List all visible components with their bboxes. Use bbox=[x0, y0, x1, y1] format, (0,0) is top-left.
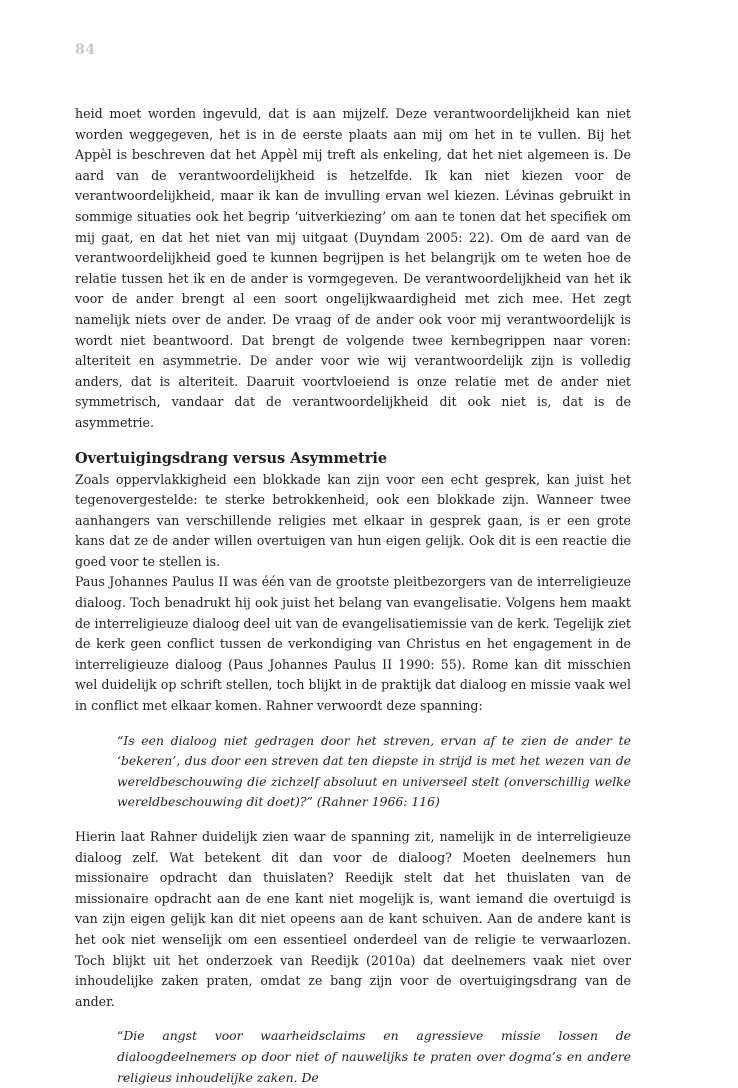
paragraph-reedijk: Hierin laat Rahner duidelijk zien waar de spanning zit, namelijk in de interreligieuze dialoog zelf. Wat betekent dit dan voor de dialoog? Moeten deelnemers hun missionaire opdracht dan thuislaten? Reedijk stelt dat het thuislaten van de missionaire opdracht aan de ene kant niet mogelijk is, want iemand die overtuigd is van zijn eigen gelijk kan dit niet opeens aan de kant schuiven. Aan de andere kant is het ook niet wenselijk om een essentieel onderdeel van de religie te verwaarlozen. Toch blijkt uit het onderzoek van Reedijk (2010a) dat deelnemers vaak niet over inhoudelijke zaken praten, omdat ze bang zijn voor de overtuigingsdrang van de ander. bbox=[75, 829, 631, 1009]
page-number: 84 bbox=[75, 42, 96, 58]
block-quote-reedijk: “Die angst voor waarheidsclaims en agressieve missie lossen de dialoogdeelnemers op door niet of nauwelijks te praten over dogma’s en andere religieus inhoudelijke zaken. De bbox=[117, 1028, 631, 1085]
block-quote-rahner: “Is een dialoog niet gedragen door het streven, ervan af te zien de ander te ‘bekeren’, dus door een streven dat ten diepste in strijd is met het wezen van de wereldbeschouwing die zichzelf absoluut en universeel stelt (onverschillig welke wereldbeschouwing dit doet)?” (Rahner 1966: 116) bbox=[117, 732, 631, 810]
paragraph-overtuiging: Zoals oppervlakkigheid een blokkade kan zijn voor een echt gesprek, kan juist het tegenovergestelde: te sterke betrokkenheid, ook een blokkade zijn. Wanneer twee aanhangers van verschillende religies met elkaar in gesprek gaan, is er een grote kans dat ze de ander willen overtuigen van hun eigen gelijk. Ook dit is een reactie die goed voor te stellen is. bbox=[75, 471, 631, 569]
page-body bbox=[75, 104, 631, 1088]
section-heading: Overtuigingsdrang versus Asymmetrie bbox=[75, 449, 388, 467]
paragraph-paus: Paus Johannes Paulus II was één van de grootste pleitbezorgers van de interreligieuze dialoog. Toch benadrukt hij ook juist het belang van evangelisatie. Volgens hem maakt de interreligieuze dialoog deel uit van de evangelisatiemissie van de kerk. Tegelijk ziet de kerk geen conflict tussen de verkondiging van Christus en het engagement in de interreligieuze dialoog (Paus Johannes Paulus II 1990: 55). Rome kan dit misschien wel duidelijk op schrift stellen, toch blijkt in de praktijk dat dialoog en missie vaak wel in conflict met elkaar komen. Rahner verwoordt deze spanning: bbox=[75, 574, 631, 714]
paragraph-responsibility: heid moet worden ingevuld, dat is aan mijzelf. Deze verantwoordelijkheid kan niet worden weggegeven, het is in de eerste plaats aan mij om het in te vullen. Bij het Appèl is beschreven dat het Appèl mij treft als enkeling, dat het niet algemeen is. De aard van de verantwoordelijkheid is hetzelfde. Ik kan niet kiezen voor de verantwoordelijkheid, maar ik kan de invulling ervan wel kiezen. Lévinas gebruikt in sommige situaties ook het begrip ‘uitverkiezing’ om aan te tonen dat het specifiek om mij gaat, en dat het niet van mij uitgaat (Duyndam 2005: 22). Om de aard van de verantwoordelijkheid goed te kunnen begrijpen is het belangrijk om te weten hoe de relatie tussen het ik en de ander is vormgegeven. De verantwoordelijkheid van het ik voor de ander brengt al een soort ongelijkwaardigheid met zich mee. Het zegt namelijk niets over de ander. De vraag of de ander ook voor mij verantwoordelijk is wordt niet beantwoord. Dat brengt de volgende twee kernbegrippen naar voren: alteriteit en asymmetrie. De ander voor wie wij verantwoordelijk zijn is volledig anders, dat is alteriteit. Daaruit voortvloeiend is onze relatie met de ander niet symmetrisch, vandaar dat de verantwoordelijkheid dit ook niet is, dat is de asymmetrie. bbox=[75, 106, 631, 430]
